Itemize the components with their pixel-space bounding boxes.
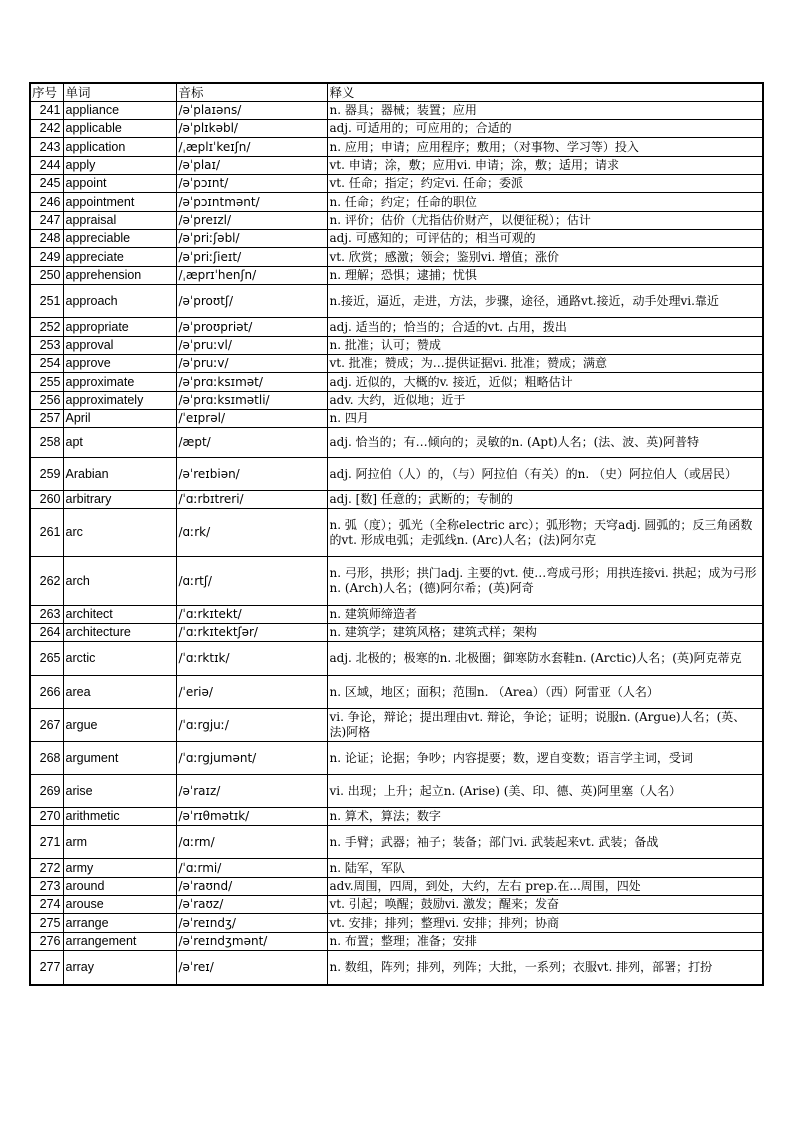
table-row bbox=[30, 138, 763, 157]
phonetic-cell: /əˈraʊnd/ bbox=[176, 878, 327, 896]
definition-cell: adj. 可适用的；可应用的；合适的 bbox=[327, 120, 763, 138]
word-cell: approve bbox=[63, 355, 176, 373]
word-number: 265 bbox=[30, 642, 63, 676]
phonetic-cell: /əˈpriːʃieɪt/ bbox=[176, 248, 327, 267]
word-number: 255 bbox=[30, 373, 63, 392]
table-row bbox=[30, 392, 763, 410]
table-row bbox=[30, 709, 763, 742]
phonetic-cell: /ˈɑːrktɪk/ bbox=[176, 642, 327, 676]
word-number: 271 bbox=[30, 826, 63, 859]
word-cell: April bbox=[63, 410, 176, 428]
phonetic-cell: /ˈeriə/ bbox=[176, 676, 327, 709]
phonetic-cell: /əˈreɪ/ bbox=[176, 951, 327, 985]
word-cell: applicable bbox=[63, 120, 176, 138]
word-number: 249 bbox=[30, 248, 63, 267]
header-word: 单词 bbox=[63, 83, 176, 102]
phonetic-cell: /əˈpriːʃəbl/ bbox=[176, 230, 327, 248]
table-header-row bbox=[30, 83, 763, 102]
table-row bbox=[30, 676, 763, 709]
definition-cell: n. 四月 bbox=[327, 410, 763, 428]
definition-cell: adj. 可感知的；可评估的；相当可观的 bbox=[327, 230, 763, 248]
definition-cell: adv. 大约，近似地；近于 bbox=[327, 392, 763, 410]
phonetic-cell: /əˈproʊpriət/ bbox=[176, 318, 327, 337]
definition-cell: n. 建筑学；建筑风格；建筑式样；架构 bbox=[327, 624, 763, 642]
definition-cell: n. 器具；器械；装置；应用 bbox=[327, 102, 763, 120]
word-cell: area bbox=[63, 676, 176, 709]
table-row bbox=[30, 373, 763, 392]
word-number: 256 bbox=[30, 392, 63, 410]
vocabulary-table-body bbox=[30, 83, 763, 985]
phonetic-cell: /əˈrɪθmətɪk/ bbox=[176, 808, 327, 826]
word-cell: appraisal bbox=[63, 212, 176, 230]
phonetic-cell: /ˈɑːrkɪtekt/ bbox=[176, 606, 327, 624]
word-cell: arctic bbox=[63, 642, 176, 676]
table-row bbox=[30, 742, 763, 775]
word-cell: army bbox=[63, 859, 176, 878]
definition-cell: adj. 适当的；恰当的；合适的vt. 占用，拨出 bbox=[327, 318, 763, 337]
phonetic-cell: /əˈprɑːksɪmətli/ bbox=[176, 392, 327, 410]
word-number: 259 bbox=[30, 458, 63, 491]
word-number: 260 bbox=[30, 491, 63, 509]
phonetic-cell: /əˈreɪndʒmənt/ bbox=[176, 933, 327, 951]
word-number: 277 bbox=[30, 951, 63, 985]
table-row bbox=[30, 230, 763, 248]
word-number: 244 bbox=[30, 157, 63, 175]
phonetic-cell: /əˈplaɪəns/ bbox=[176, 102, 327, 120]
table-row bbox=[30, 826, 763, 859]
definition-cell: n. 评价；估价（尤指估价财产，以便征税）；估计 bbox=[327, 212, 763, 230]
definition-cell: n. 区域，地区；面积；范围n. （Area）（西）阿雷亚（人名） bbox=[327, 676, 763, 709]
phonetic-cell: /əˈpruːvl/ bbox=[176, 337, 327, 355]
word-number: 241 bbox=[30, 102, 63, 120]
word-number: 242 bbox=[30, 120, 63, 138]
word-cell: approach bbox=[63, 285, 176, 318]
table-row bbox=[30, 606, 763, 624]
word-number: 263 bbox=[30, 606, 63, 624]
word-cell: array bbox=[63, 951, 176, 985]
definition-cell: n. 算术，算法；数字 bbox=[327, 808, 763, 826]
word-number: 262 bbox=[30, 557, 63, 606]
word-cell: arch bbox=[63, 557, 176, 606]
table-row bbox=[30, 355, 763, 373]
definition-cell: n. 弧（度）；弧光（全称electric arc）；弧形物；天穹adj. 圆弧的；反三角函数的vt. 形成电弧；走弧线n. (Arc)人名；(法)阿尔克 bbox=[327, 509, 763, 557]
table-row bbox=[30, 458, 763, 491]
header-number: 序号 bbox=[30, 83, 63, 102]
word-number: 264 bbox=[30, 624, 63, 642]
phonetic-cell: /ɑːrk/ bbox=[176, 509, 327, 557]
definition-cell: n. 论证；论据；争吵；内容提要；数，逻自变数；语言学主词，受词 bbox=[327, 742, 763, 775]
word-cell: apt bbox=[63, 428, 176, 458]
word-number: 251 bbox=[30, 285, 63, 318]
table-row bbox=[30, 914, 763, 933]
word-cell: approximate bbox=[63, 373, 176, 392]
definition-cell: adv.周围，四周，到处，大约，左右 prep.在...周围，四处 bbox=[327, 878, 763, 896]
word-cell: arbitrary bbox=[63, 491, 176, 509]
word-number: 245 bbox=[30, 175, 63, 193]
definition-cell: n. 陆军，军队 bbox=[327, 859, 763, 878]
definition-cell: n. 应用；申请；应用程序；敷用；（对事物、学习等）投入 bbox=[327, 138, 763, 157]
phonetic-cell: /ˈeɪprəl/ bbox=[176, 410, 327, 428]
word-number: 246 bbox=[30, 193, 63, 212]
phonetic-cell: /ˈɑːrgjumənt/ bbox=[176, 742, 327, 775]
table-row bbox=[30, 896, 763, 914]
phonetic-cell: /əˈpɔɪnt/ bbox=[176, 175, 327, 193]
table-row bbox=[30, 120, 763, 138]
phonetic-cell: /əˈplaɪ/ bbox=[176, 157, 327, 175]
table-row bbox=[30, 157, 763, 175]
word-cell: appropriate bbox=[63, 318, 176, 337]
phonetic-cell: /əˈpruːv/ bbox=[176, 355, 327, 373]
phonetic-cell: /əˈproʊtʃ/ bbox=[176, 285, 327, 318]
definition-cell: n. 理解；恐惧；逮捕；忧惧 bbox=[327, 267, 763, 285]
word-number: 273 bbox=[30, 878, 63, 896]
word-cell: appoint bbox=[63, 175, 176, 193]
definition-cell: vt. 任命；指定；约定vi. 任命；委派 bbox=[327, 175, 763, 193]
word-number: 247 bbox=[30, 212, 63, 230]
word-cell: arithmetic bbox=[63, 808, 176, 826]
definition-cell: n. 数组，阵列；排列，列阵；大批，一系列；衣服vt. 排列，部署；打扮 bbox=[327, 951, 763, 985]
phonetic-cell: /ɑːrtʃ/ bbox=[176, 557, 327, 606]
word-number: 248 bbox=[30, 230, 63, 248]
word-cell: arm bbox=[63, 826, 176, 859]
definition-cell: vt. 欣赏；感激；领会；鉴别vi. 增值；涨价 bbox=[327, 248, 763, 267]
table-row bbox=[30, 808, 763, 826]
word-number: 266 bbox=[30, 676, 63, 709]
word-cell: arc bbox=[63, 509, 176, 557]
word-number: 270 bbox=[30, 808, 63, 826]
vocabulary-table bbox=[29, 82, 764, 986]
phonetic-cell: /ˈɑːrbɪtreri/ bbox=[176, 491, 327, 509]
word-number: 268 bbox=[30, 742, 63, 775]
table-row bbox=[30, 410, 763, 428]
phonetic-cell: /əˈraʊz/ bbox=[176, 896, 327, 914]
word-number: 272 bbox=[30, 859, 63, 878]
phonetic-cell: /ˌæprɪˈhenʃn/ bbox=[176, 267, 327, 285]
phonetic-cell: /əˈprɑːksɪmət/ bbox=[176, 373, 327, 392]
word-number: 275 bbox=[30, 914, 63, 933]
phonetic-cell: /ˈɑːrgjuː/ bbox=[176, 709, 327, 742]
word-cell: appliance bbox=[63, 102, 176, 120]
phonetic-cell: /əˈplɪkəbl/ bbox=[176, 120, 327, 138]
table-row bbox=[30, 337, 763, 355]
word-cell: arrangement bbox=[63, 933, 176, 951]
word-cell: appointment bbox=[63, 193, 176, 212]
definition-cell: n. 批准；认可；赞成 bbox=[327, 337, 763, 355]
word-number: 252 bbox=[30, 318, 63, 337]
phonetic-cell: /əˈreɪbiən/ bbox=[176, 458, 327, 491]
word-cell: argue bbox=[63, 709, 176, 742]
phonetic-cell: /ˌæplɪˈkeɪʃn/ bbox=[176, 138, 327, 157]
definition-cell: adj. 北极的；极寒的n. 北极圈；御寒防水套鞋n. (Arctic)人名；(英)阿克蒂克 bbox=[327, 642, 763, 676]
word-number: 274 bbox=[30, 896, 63, 914]
definition-cell: n. 手臂；武器；袖子；装备；部门vi. 武装起来vt. 武装；备战 bbox=[327, 826, 763, 859]
definition-cell: adj. [数] 任意的；武断的；专制的 bbox=[327, 491, 763, 509]
word-number: 254 bbox=[30, 355, 63, 373]
word-number: 258 bbox=[30, 428, 63, 458]
phonetic-cell: /ˈɑːrkɪtektʃər/ bbox=[176, 624, 327, 642]
word-number: 250 bbox=[30, 267, 63, 285]
header-phonetic: 音标 bbox=[176, 83, 327, 102]
vocabulary-sheet bbox=[29, 82, 762, 986]
word-number: 267 bbox=[30, 709, 63, 742]
table-row bbox=[30, 933, 763, 951]
definition-cell: n. 任命；约定；任命的职位 bbox=[327, 193, 763, 212]
definition-cell: n. 布置；整理；准备；安排 bbox=[327, 933, 763, 951]
phonetic-cell: /ˈɑːrmi/ bbox=[176, 859, 327, 878]
word-cell: appreciable bbox=[63, 230, 176, 248]
table-row bbox=[30, 951, 763, 985]
table-row bbox=[30, 491, 763, 509]
definition-cell: adj. 近似的，大概的v. 接近，近似；粗略估计 bbox=[327, 373, 763, 392]
definition-cell: n.接近，逼近，走进，方法，步骤，途径，通路vt.接近，动手处理vi.靠近 bbox=[327, 285, 763, 318]
definition-cell: adj. 阿拉伯（人）的，（与）阿拉伯（有关）的n. （史）阿拉伯人（或居民） bbox=[327, 458, 763, 491]
table-row bbox=[30, 102, 763, 120]
definition-cell: vt. 引起；唤醒；鼓励vi. 激发；醒来；发奋 bbox=[327, 896, 763, 914]
word-number: 261 bbox=[30, 509, 63, 557]
table-row bbox=[30, 428, 763, 458]
table-row bbox=[30, 212, 763, 230]
definition-cell: vi. 争论，辩论；提出理由vt. 辩论，争论；证明；说服n. (Argue)人名；(英、法)阿格 bbox=[327, 709, 763, 742]
definition-cell: adj. 恰当的；有…倾向的；灵敏的n. (Apt)人名；(法、波、英)阿普特 bbox=[327, 428, 763, 458]
word-cell: arrange bbox=[63, 914, 176, 933]
definition-cell: vt. 安排；排列；整理vi. 安排；排列；协商 bbox=[327, 914, 763, 933]
word-cell: approval bbox=[63, 337, 176, 355]
definition-cell: n. 弓形，拱形；拱门adj. 主要的vt. 使…弯成弓形；用拱连接vi. 拱起；成为弓形n. (Arch)人名；(德)阿尔希；(英)阿奇 bbox=[327, 557, 763, 606]
word-number: 269 bbox=[30, 775, 63, 808]
table-row bbox=[30, 859, 763, 878]
definition-cell: n. 建筑师缔造者 bbox=[327, 606, 763, 624]
table-row bbox=[30, 175, 763, 193]
word-number: 257 bbox=[30, 410, 63, 428]
table-row bbox=[30, 267, 763, 285]
word-cell: appreciate bbox=[63, 248, 176, 267]
word-cell: Arabian bbox=[63, 458, 176, 491]
word-number: 276 bbox=[30, 933, 63, 951]
word-cell: argument bbox=[63, 742, 176, 775]
table-row bbox=[30, 193, 763, 212]
word-cell: apprehension bbox=[63, 267, 176, 285]
word-cell: apply bbox=[63, 157, 176, 175]
word-cell: arouse bbox=[63, 896, 176, 914]
definition-cell: vt. 批准；赞成；为…提供证据vi. 批准；赞成；满意 bbox=[327, 355, 763, 373]
table-row bbox=[30, 318, 763, 337]
table-row bbox=[30, 642, 763, 676]
phonetic-cell: /æpt/ bbox=[176, 428, 327, 458]
phonetic-cell: /əˈpreɪzl/ bbox=[176, 212, 327, 230]
phonetic-cell: /əˈraɪz/ bbox=[176, 775, 327, 808]
word-cell: arise bbox=[63, 775, 176, 808]
phonetic-cell: /əˈpɔɪntmənt/ bbox=[176, 193, 327, 212]
header-definition: 释义 bbox=[327, 83, 763, 102]
phonetic-cell: /əˈreɪndʒ/ bbox=[176, 914, 327, 933]
word-cell: around bbox=[63, 878, 176, 896]
word-cell: architect bbox=[63, 606, 176, 624]
word-cell: application bbox=[63, 138, 176, 157]
word-cell: approximately bbox=[63, 392, 176, 410]
table-row bbox=[30, 509, 763, 557]
table-row bbox=[30, 775, 763, 808]
word-number: 253 bbox=[30, 337, 63, 355]
table-row bbox=[30, 878, 763, 896]
word-number: 243 bbox=[30, 138, 63, 157]
definition-cell: vt. 申请；涂，敷；应用vi. 申请；涂，敷；适用；请求 bbox=[327, 157, 763, 175]
word-cell: architecture bbox=[63, 624, 176, 642]
phonetic-cell: /ɑːrm/ bbox=[176, 826, 327, 859]
table-row bbox=[30, 557, 763, 606]
definition-cell: vi. 出现；上升；起立n. (Arise) (美、印、德、英)阿里塞（人名） bbox=[327, 775, 763, 808]
table-row bbox=[30, 285, 763, 318]
table-row bbox=[30, 624, 763, 642]
table-row bbox=[30, 248, 763, 267]
